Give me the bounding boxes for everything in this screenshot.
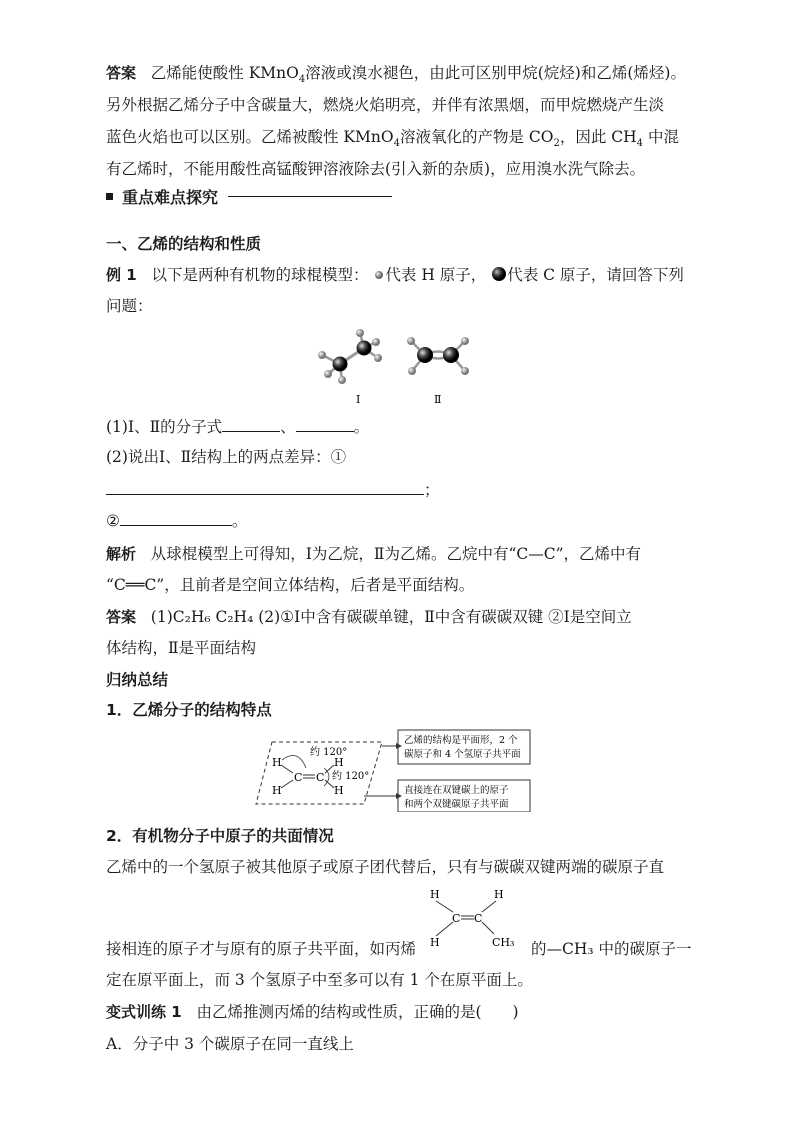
summary-item-2: 2．有机物分子中原子的共面情况 bbox=[106, 827, 334, 845]
atom-c: C bbox=[316, 771, 325, 784]
answer-text: 蓝色火焰也可以区别。乙烯被酸性 KMnO bbox=[106, 128, 394, 146]
atom-h: H bbox=[272, 784, 282, 797]
atom-h: H bbox=[494, 888, 504, 901]
summary-para-2 bbox=[106, 938, 692, 960]
exercise-label: 变式训练 1 bbox=[106, 1003, 182, 1021]
ethylene-model bbox=[407, 337, 469, 375]
c-atom-icon bbox=[491, 266, 507, 282]
box-1-line-2: 碳原子和 4 个氢原子共平面 bbox=[404, 749, 521, 760]
example-line-1 bbox=[106, 264, 684, 286]
answer-text: 乙烯能使酸性 KMnO bbox=[150, 64, 299, 82]
example-label: 例 1 bbox=[106, 266, 137, 284]
angle-label-top: 约 120° bbox=[310, 747, 348, 758]
atom-c: C bbox=[474, 912, 483, 925]
ethylene-structure-diagram bbox=[254, 728, 534, 812]
question-text: ； bbox=[424, 481, 440, 499]
answer-text: 溶液或溴水褪色，由此可区别甲烷(烷烃)和乙烯(烯烃)。 bbox=[305, 64, 686, 82]
answer2-line-1 bbox=[106, 606, 632, 628]
example-line-2: 问题： bbox=[106, 297, 153, 315]
answer-text: 中混 bbox=[643, 128, 679, 146]
h-atom-icon bbox=[373, 269, 385, 281]
atom-c: C bbox=[294, 771, 303, 784]
answer2-label: 答案 bbox=[106, 608, 137, 626]
answer2-line-2: 体结构，Ⅱ是平面结构 bbox=[106, 639, 257, 657]
exercise-line bbox=[106, 1001, 519, 1023]
subscript: 4 bbox=[636, 138, 644, 150]
box-2-line-1: 直接连在双键碳上的原子 bbox=[404, 785, 509, 796]
question-text: 、 bbox=[280, 418, 296, 436]
section-rule bbox=[228, 196, 392, 197]
answer-blank[interactable] bbox=[120, 509, 232, 526]
methyl-group: CH₃ bbox=[492, 936, 515, 949]
exercise-option-a[interactable]: A．分子中 3 个碳原子在同一直线上 bbox=[106, 1035, 354, 1053]
question-text: (1)Ⅰ、Ⅱ的分子式 bbox=[106, 418, 223, 436]
summary-item-1: 1．乙烯分子的结构特点 bbox=[106, 701, 272, 719]
atom-h: H bbox=[334, 784, 344, 797]
summary-text: 的—CH₃ 中的碳原子一 bbox=[531, 940, 692, 958]
model-label-1: Ⅰ bbox=[356, 393, 361, 406]
example-text: 代表 C 原子，请回答下列 bbox=[507, 266, 684, 284]
answer-text: 溶液氧化的产物是 CO bbox=[399, 128, 554, 146]
section-header bbox=[106, 185, 392, 208]
question-1 bbox=[106, 415, 369, 438]
question-text: ② bbox=[106, 512, 120, 530]
answer-text: ，因此 CH bbox=[559, 128, 637, 146]
ethane-model bbox=[318, 329, 382, 384]
analysis-label: 解析 bbox=[106, 545, 137, 563]
subscript: 2 bbox=[553, 138, 560, 150]
answer-line-4: 有乙烯时，不能用酸性高锰酸钾溶液除去(引入新的杂质)，应用溴水洗气除去。 bbox=[106, 160, 646, 178]
subscript: 4 bbox=[298, 74, 306, 86]
atom-c: C bbox=[452, 912, 461, 925]
summary-title: 归纳总结 bbox=[106, 671, 169, 689]
exercise-text: 由乙烯推测丙烯的结构或性质，正确的是( ) bbox=[196, 1003, 519, 1021]
summary-para-3: 定在原平面上，而 3 个氢原子中至多可以有 1 个在原平面上。 bbox=[106, 971, 533, 989]
question-text: 。 bbox=[353, 418, 370, 436]
answer-label: 答案 bbox=[106, 64, 137, 82]
answer-line-1 bbox=[106, 62, 686, 91]
analysis-text: 从球棍模型上可得知，Ⅰ为乙烷，Ⅱ为乙烯。乙烷中有“C—C”，乙烯中有 bbox=[150, 545, 642, 563]
analysis-line-2: “C══C”，且前者是空间立体结构，后者是平面结构。 bbox=[106, 576, 475, 594]
ball-stick-models bbox=[310, 328, 490, 408]
example-text: 以下是两种有机物的球棍模型： bbox=[151, 266, 369, 284]
section-square-icon bbox=[106, 193, 113, 200]
atom-h: H bbox=[430, 936, 440, 949]
subscript: 4 bbox=[393, 138, 400, 150]
example-text: 代表 H 原子， bbox=[385, 266, 487, 284]
answer-blank[interactable] bbox=[222, 415, 280, 432]
question-2-blank-line bbox=[106, 478, 440, 501]
atom-h: H bbox=[272, 756, 282, 769]
answer-blank[interactable] bbox=[296, 415, 354, 432]
section-title: 重点难点探究 bbox=[122, 188, 219, 207]
question-2: (2)说出Ⅰ、Ⅱ结构上的两点差异：① bbox=[106, 448, 347, 466]
summary-text: 接相连的原子才与原有的原子共平面，如丙烯 bbox=[106, 940, 417, 958]
box-1-line-1: 乙烯的结构是平面形，2 个 bbox=[404, 735, 518, 746]
summary-para-1: 乙烯中的一个氢原子被其他原子或原子团代替后，只有与碳碳双键两端的碳原子直 bbox=[106, 858, 665, 876]
box-2-line-2: 和两个双键碳原子共平面 bbox=[404, 799, 509, 810]
answer2-text: (1)C₂H₆ C₂H₄ (2)①Ⅰ中含有碳碳单键，Ⅱ中含有碳碳双键 ②Ⅰ是空间立 bbox=[150, 608, 632, 626]
answer-line-3 bbox=[106, 126, 679, 155]
atom-h: H bbox=[430, 888, 440, 901]
atom-h: H bbox=[334, 756, 344, 769]
question-2b bbox=[106, 509, 247, 532]
answer-blank[interactable] bbox=[106, 478, 424, 495]
heading-structure: 一、乙烯的结构和性质 bbox=[106, 235, 262, 253]
analysis-line-1 bbox=[106, 543, 641, 565]
model-label-2: Ⅱ bbox=[434, 393, 442, 406]
question-text: 。 bbox=[231, 512, 248, 530]
answer-line-2: 另外根据乙烯分子中含碳量大，燃烧火焰明亮，并伴有浓黑烟，而甲烷燃烧产生淡 bbox=[106, 96, 665, 114]
angle-label-right: 约 120° bbox=[332, 771, 370, 782]
